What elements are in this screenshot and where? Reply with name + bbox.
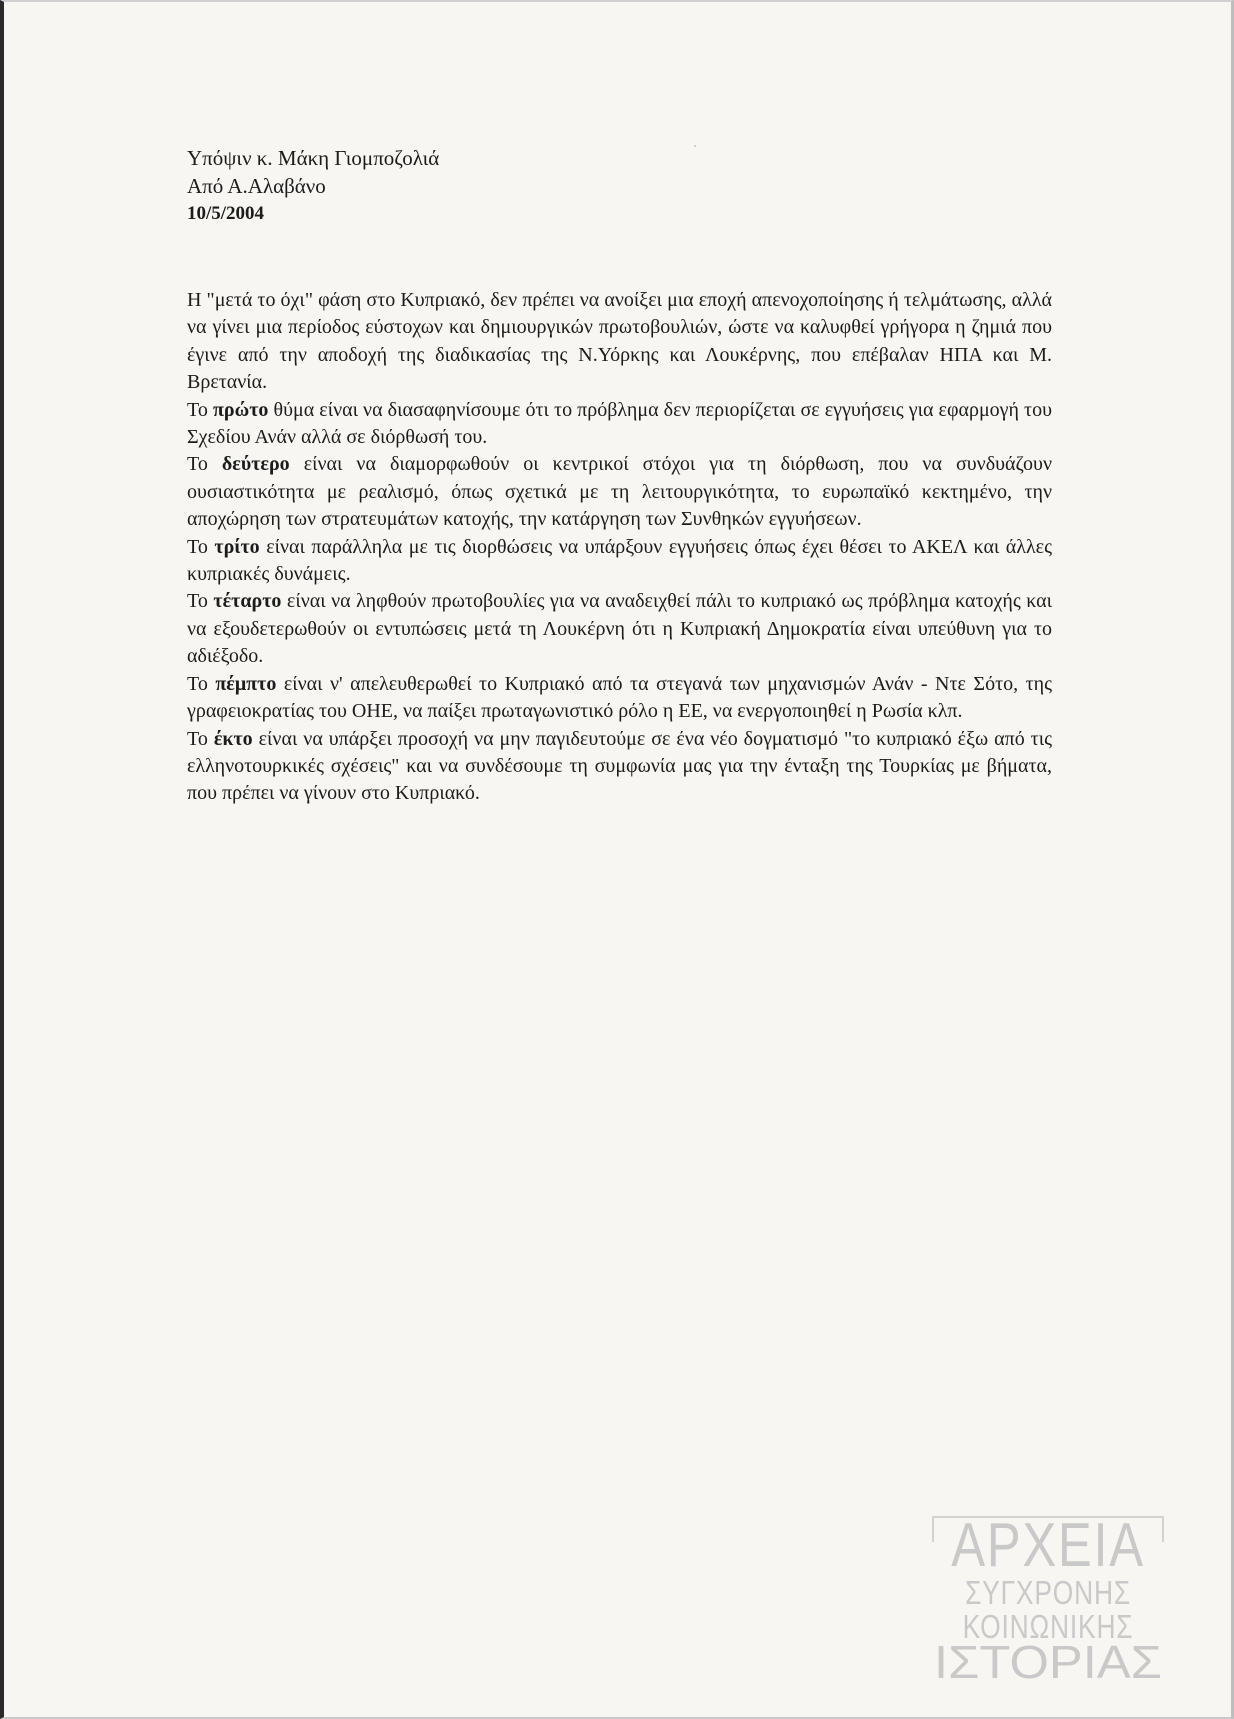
point-1-paragraph (187, 397, 1052, 452)
point-keyword: πέμπτο (215, 672, 277, 695)
point-keyword: δεύτερο (221, 453, 290, 476)
memo-body (187, 287, 1052, 808)
sender-line: Από Α.Αλαβάνο (187, 174, 326, 198)
stamp-line-1: ΑΡΧΕΙΑ (951, 1511, 1145, 1580)
point-keyword: έκτο (213, 727, 253, 750)
point-text: είναι ν' απελευθερωθεί το Κυπριακό από τα στεγανά των μηχανισμών Ανάν - Ντε Σότο, της γραφειοκρατίας του ΟΗΕ, να παίξει πρωταγωνιστικό ρόλο η ΕΕ, να ενεργοποιηθεί η Ρωσία κλπ. (187, 672, 1052, 723)
recipient-line: Υπόψιν κ. Μάκη Γιομποζολιά (187, 146, 440, 170)
date-line: 10/5/2004 (187, 203, 265, 224)
point-prefix: Το (187, 453, 222, 476)
stamp-line-3: ΚΟΙΝΩΝΙΚΗΣ (962, 1608, 1134, 1645)
point-prefix: Το (187, 727, 214, 750)
point-text: είναι να ληφθούν πρωτοβουλίες για να αναδειχθεί πάλι το κυπριακό ως πρόβλημα κατοχής και να εξουδετερωθούν οι εντυπώσεις μετά τη Λουκέρνη ότι η Κυπριακή Δημοκρατία είναι υπεύθυνη για το αδιέξοδο. (187, 590, 1053, 668)
stamp-line-4-text: ΙΣΤΟΡΙΑΣ (934, 1642, 1162, 1682)
point-prefix: Το (187, 535, 215, 558)
point-keyword: τέταρτο (213, 590, 282, 613)
scan-speck (694, 145, 696, 147)
stamp-line-2: ΣΥΓΧΡΟΝΗΣ (965, 1574, 1131, 1611)
point-prefix: Το (187, 590, 214, 613)
point-5-paragraph (187, 671, 1052, 726)
stamp-frame-left (932, 1516, 934, 1542)
point-4-paragraph (187, 588, 1052, 670)
point-text: είναι να διαμορφωθούν οι κεντρικοί στόχοι για τη διόρθωση, που να συνδυάζουν ουσιαστικότητα με ρεαλισμό, όπως σχετικά με τη λειτουργικότητα, το ευρωπαϊκό κεκτημένο, την αποχώρηση των στρατευμάτων κατοχής, την κατάργηση των Συνθηκών εγγυήσεων. (187, 453, 1052, 531)
intro-paragraph: Η "μετά το όχι" φάση στο Κυπριακό, δεν πρέπει να ανοίξει μια εποχή απενοχοποίησης ή τελμάτωσης, αλλά να γίνει μια περίοδος εύστοχων και δημιουργικών πρωτοβουλιών, ώστε να καλυφθεί γρήγορα η ζημιά που έγινε από την αποδοχή της διαδικασίας της Ν.Υόρκης και Λουκέρνης, που επέβαλαν ΗΠΑ και Μ. Βρετανία. (187, 289, 1052, 394)
point-keyword: πρώτο (212, 398, 269, 421)
memo-header (187, 144, 439, 228)
point-6-paragraph (187, 726, 1052, 808)
point-text: είναι να υπάρξει προσοχή να μην παγιδευτούμε σε ένα νέο δογματισμό "το κυπριακό έξω από τις ελληνοτουρκικές σχέσεις" και να συνδέσουμε τη συμφωνία μας για την ένταξη της Τουρκίας με βήματα, που πρέπει να γίνουν στο Κυπριακό. (187, 727, 1052, 805)
point-keyword: τρίτο (214, 535, 260, 558)
point-prefix: Το (187, 398, 213, 421)
point-text: είναι παράλληλα με τις διορθώσεις να υπάρξουν εγγυήσεις όπως έχει θέσει το ΑΚΕΛ και άλλες κυπριακές δυνάμεις. (187, 535, 1052, 586)
stamp-line-4 (928, 1642, 1168, 1682)
point-text: θύμα είναι να διασαφηνίσουμε ότι το πρόβλημα δεν περιορίζεται σε εγγυήσεις για εφαρμογή του Σχεδίου Ανάν αλλά σε διόρθωσή του. (187, 398, 1052, 449)
point-2-paragraph (187, 451, 1052, 533)
stamp-frame-right (1162, 1516, 1164, 1542)
archive-stamp (928, 1511, 1168, 1682)
point-3-paragraph (187, 534, 1052, 589)
point-prefix: Το (187, 672, 216, 695)
